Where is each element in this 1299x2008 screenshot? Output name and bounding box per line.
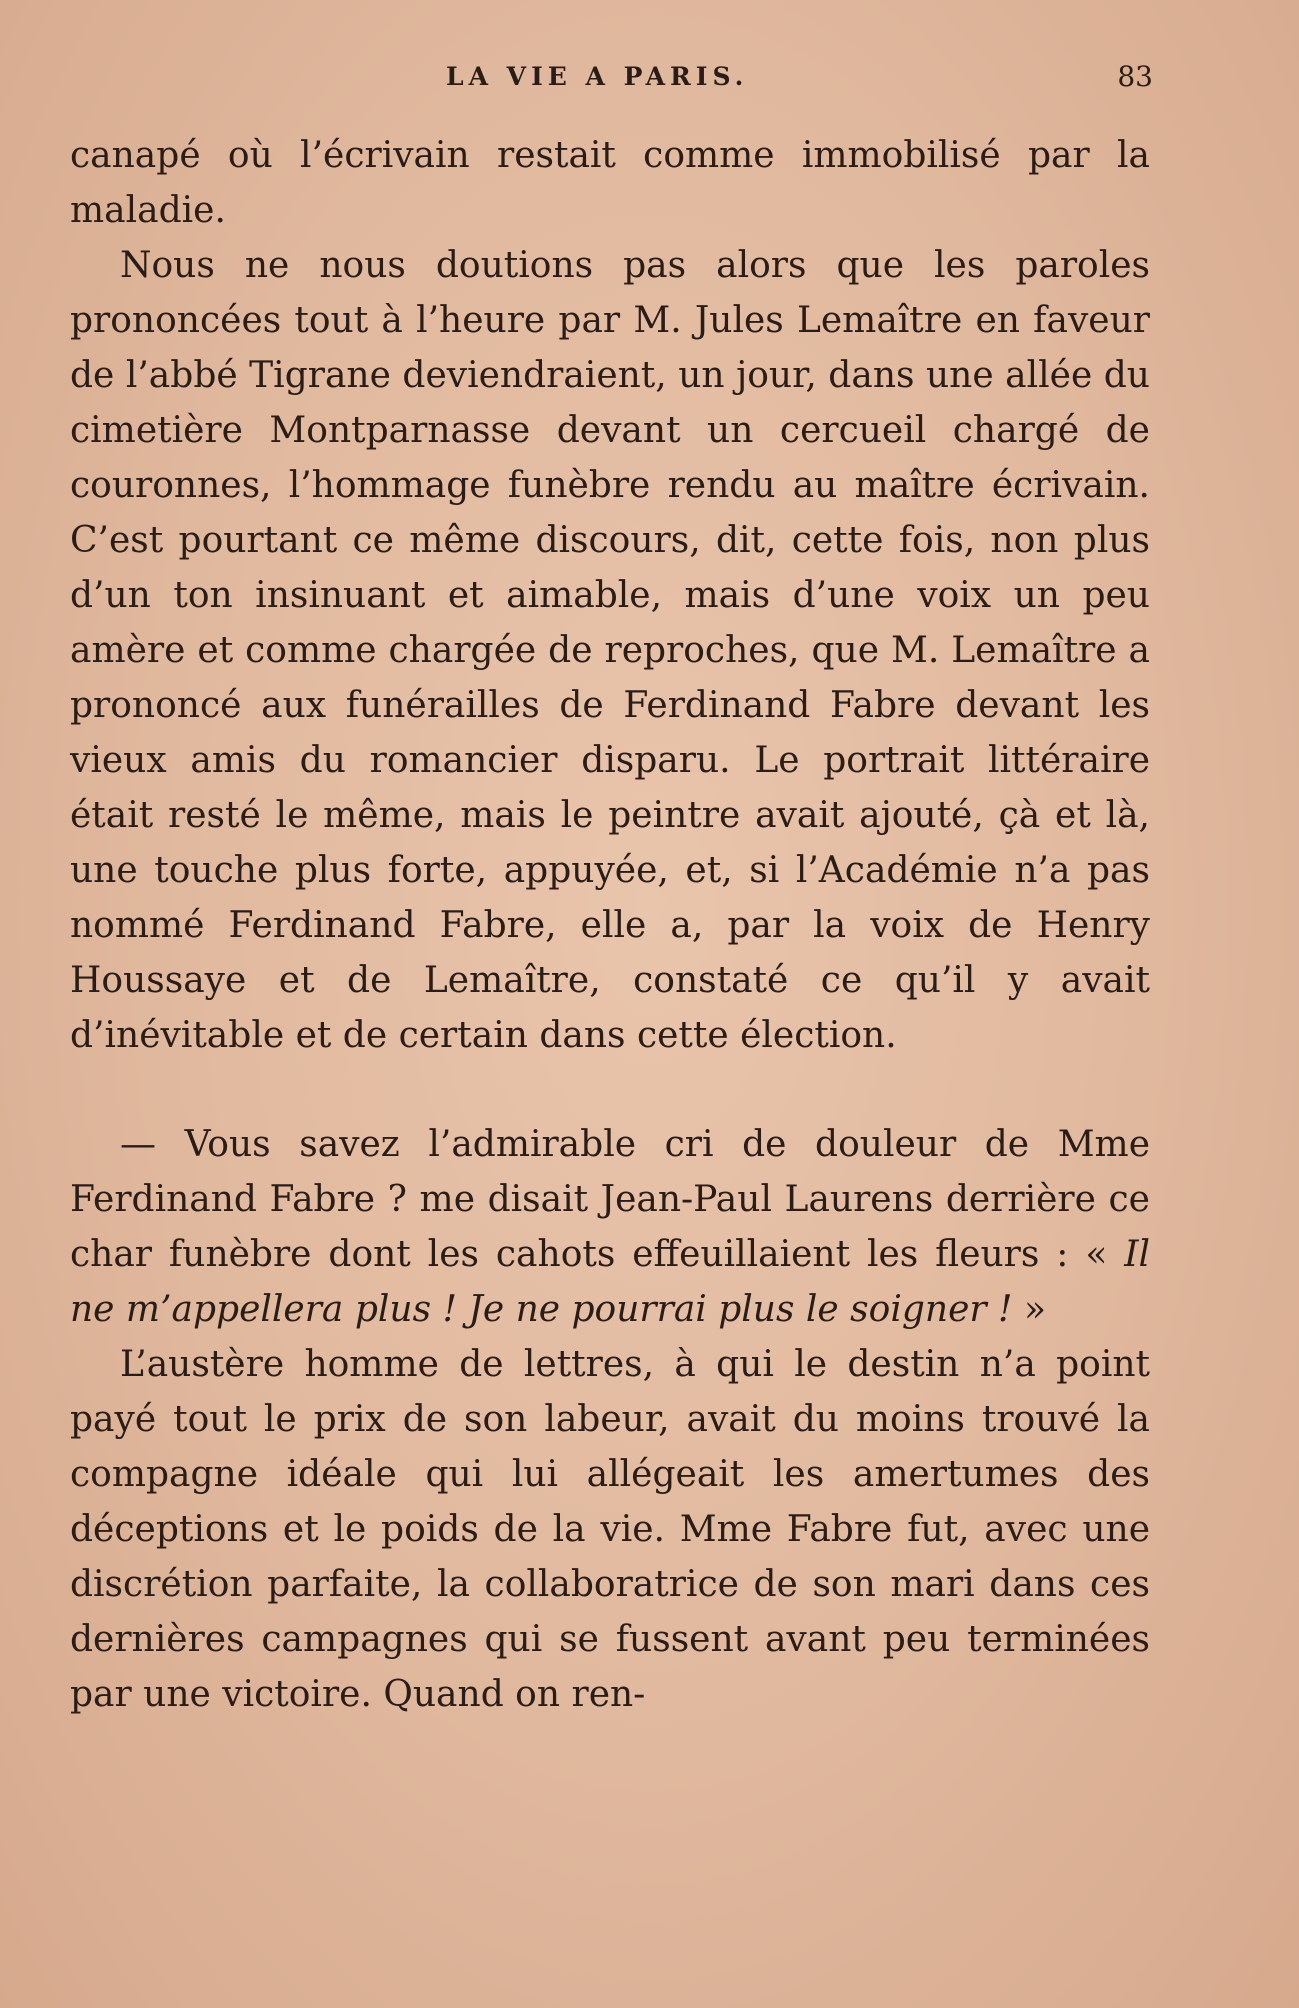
quote-close: » <box>1012 1289 1046 1330</box>
page-header <box>0 58 1299 98</box>
quote-lead: — Vous savez l’admirable cri de douleur de Mme Ferdinand Fabre ? me disait Jean-Paul Laurens derrière ce char funèbre dont les cahots effeuillaient les fleurs : « <box>70 1124 1150 1275</box>
section-break <box>70 1063 1150 1117</box>
body-text <box>70 128 1150 1722</box>
paragraph-lemaitre-discourse: Nous ne nous doutions pas alors que les paroles prononcées tout à l’heure par M. Jules Lemaître en faveur de l’abbé Tigrane deviendraient, un jour, dans une allée du cimetière Montparnasse devant un cercueil chargé de couronnes, l’hommage funèbre rendu au maître écrivain. C’est pourtant ce même discours, dit, cette fois, non plus d’un ton insinuant et aimable, mais d’une voix un peu amère et comme chargée de reproches, que M. Lemaître a prononcé aux funérailles de Ferdinand Fabre devant les vieux amis du romancier disparu. Le portrait littéraire était resté le même, mais le peintre avait ajouté, çà et là, une touche plus forte, appuyée, et, si l’Académie n’a pas nommé Ferdinand Fabre, elle a, par la voix de Henry Houssaye et de Lemaître, constaté ce qu’il y avait d’inévitable et de certain dans cette élection. <box>70 245 1150 1056</box>
running-title: LA VIE A PARIS. <box>446 62 749 91</box>
italic-quote: Il ne m’appellera plus ! Je ne pourrai plus le soigner ! <box>70 1234 1150 1330</box>
paragraph-continuation: canapé où l’écrivain restait comme immobilisé par la maladie. <box>70 135 1150 231</box>
page-number: 83 <box>1117 60 1153 93</box>
paragraph-austere-man: L’austère homme de lettres, à qui le destin n’a point payé tout le prix de son labeur, avait du moins trouvé la compagne idéale qui lui allégeait les amertumes des déceptions et le poids de la vie. Mme Fabre fut, avec une discrétion parfaite, la collaboratrice de son mari dans ces dernières campagnes qui se fussent avant peu terminées par une victoire. Quand on ren- <box>70 1344 1150 1715</box>
paragraph-madame-fabre-cry <box>70 1117 1150 1337</box>
